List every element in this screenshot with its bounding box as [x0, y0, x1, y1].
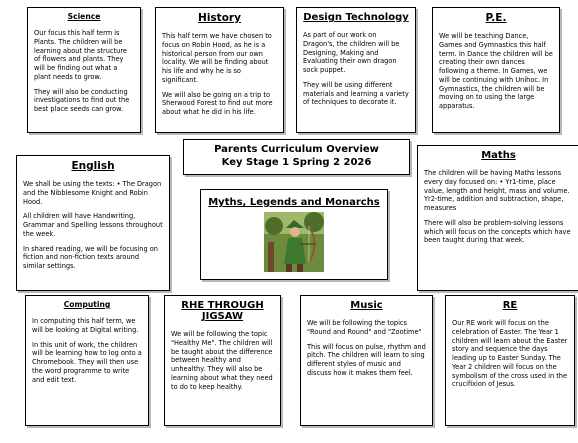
science-title: Science	[67, 12, 101, 21]
computing-text-1: In computing this half term, we will be looking at Digital writing.	[32, 317, 139, 334]
english-text-2: All children will have Handwriting, Grammar and Spelling lessons throughout the week.	[23, 212, 163, 238]
pe-title: P.E.	[485, 12, 507, 24]
pe-box	[432, 7, 560, 133]
english-title: English	[71, 160, 115, 172]
history-title: History	[198, 12, 241, 24]
overview-subtitle: Key Stage 1 Spring 2 2026	[221, 157, 372, 168]
re-title: RE	[502, 300, 518, 311]
overview-title: Parents Curriculum Overview	[214, 144, 379, 155]
computing-title: Computing	[63, 300, 111, 309]
history-text-1: This half term we have chosen to focus on Robin Hood, as he is a historical person from our own locality. We will be finding about his life and why he is so significant.	[162, 32, 272, 84]
history-box	[155, 7, 284, 133]
computing-box	[25, 295, 149, 426]
re-text-1: Our RE work will focus on the celebration of Easter. The Year 1 children will learn about the Easter story and sequence the days leading up to Easter Sunday. The Year 2 children will focus on the symbolism of the cross used in the crucifixion of Jesus.	[452, 319, 568, 389]
rhe-title: RHE THROUGH JIGSAW	[181, 300, 264, 322]
overview-header	[183, 139, 410, 175]
maths-text-1: The children will be having Maths lessons every day focused on: • Yr1-time, place value, length and height, mass and volume. Yr2-time, addition and subtraction, shape, measures	[424, 169, 570, 213]
rhe-box	[164, 295, 281, 426]
design-technology-box	[296, 7, 416, 133]
music-title: Music	[350, 300, 383, 311]
english-box	[16, 155, 170, 291]
english-text-1: We shall be using the texts: • The Dragon and the Nibblesome Knight and Robin Hood.	[23, 180, 162, 206]
topic-title: Myths, Legends and Monarchs	[208, 197, 380, 208]
maths-title: Maths	[481, 150, 516, 161]
design-technology-text-2: They will be using different materials and learning a variety of techniques to decorate it.	[303, 80, 409, 107]
science-text-1: Our focus this half term is Plants. The children will be learning about the structure of flowers and plants. They will be finding out what a plant needs to grow.	[34, 29, 127, 81]
history-text-2: We will also be going on a trip to Sherwood Forest to find out more about what he did in his life.	[162, 90, 273, 117]
robin-hood-picture	[264, 212, 324, 272]
english-text-3: In shared reading, we will be focusing on fiction and non-fiction texts around similar settings.	[23, 244, 158, 271]
design-technology-text-1: As part of our work on Dragon's, the children will be Designing, Making and Evaluating their own dragon sock puppet.	[303, 31, 400, 75]
science-box	[27, 7, 141, 133]
design-technology-title: Design Technology	[303, 12, 409, 23]
maths-text-2: There will also be problem-solving lessons which will focus on the concepts which have been taught during that week.	[424, 218, 571, 245]
computing-text-2: In this unit of work, the children will be learning how to log onto a Chromebook. They will then use the word programme to write and edit text.	[32, 340, 142, 384]
maths-box	[417, 145, 578, 291]
music-text-2: This will focus on pulse, rhythm and pitch. The children will learn to sing different styles of music and discuss how it makes them feel.	[307, 342, 426, 377]
rhe-text-1: We will be following the topic "Healthy Me". The children will be taught about the difference between healthy and unhealthy. They will also be learning about what they need to do to keep healthy.	[171, 330, 273, 391]
science-text-2: They will also be conducting investigations to find out the best place seeds can grow.	[34, 87, 130, 114]
music-text-1: We will be following the topics "Round and Round" and "Zootime"	[307, 319, 422, 336]
music-box	[300, 295, 433, 426]
re-box	[445, 295, 575, 426]
topic-box	[200, 189, 388, 280]
pe-text-1: We will be teaching Dance, Games and Gymnastics this half term. In Dance the children will be creating their own dances following a theme. In Games, we will be continuing with Unihoc. In Gymnastics, the children will be moving on to using the large apparatus.	[439, 32, 553, 111]
